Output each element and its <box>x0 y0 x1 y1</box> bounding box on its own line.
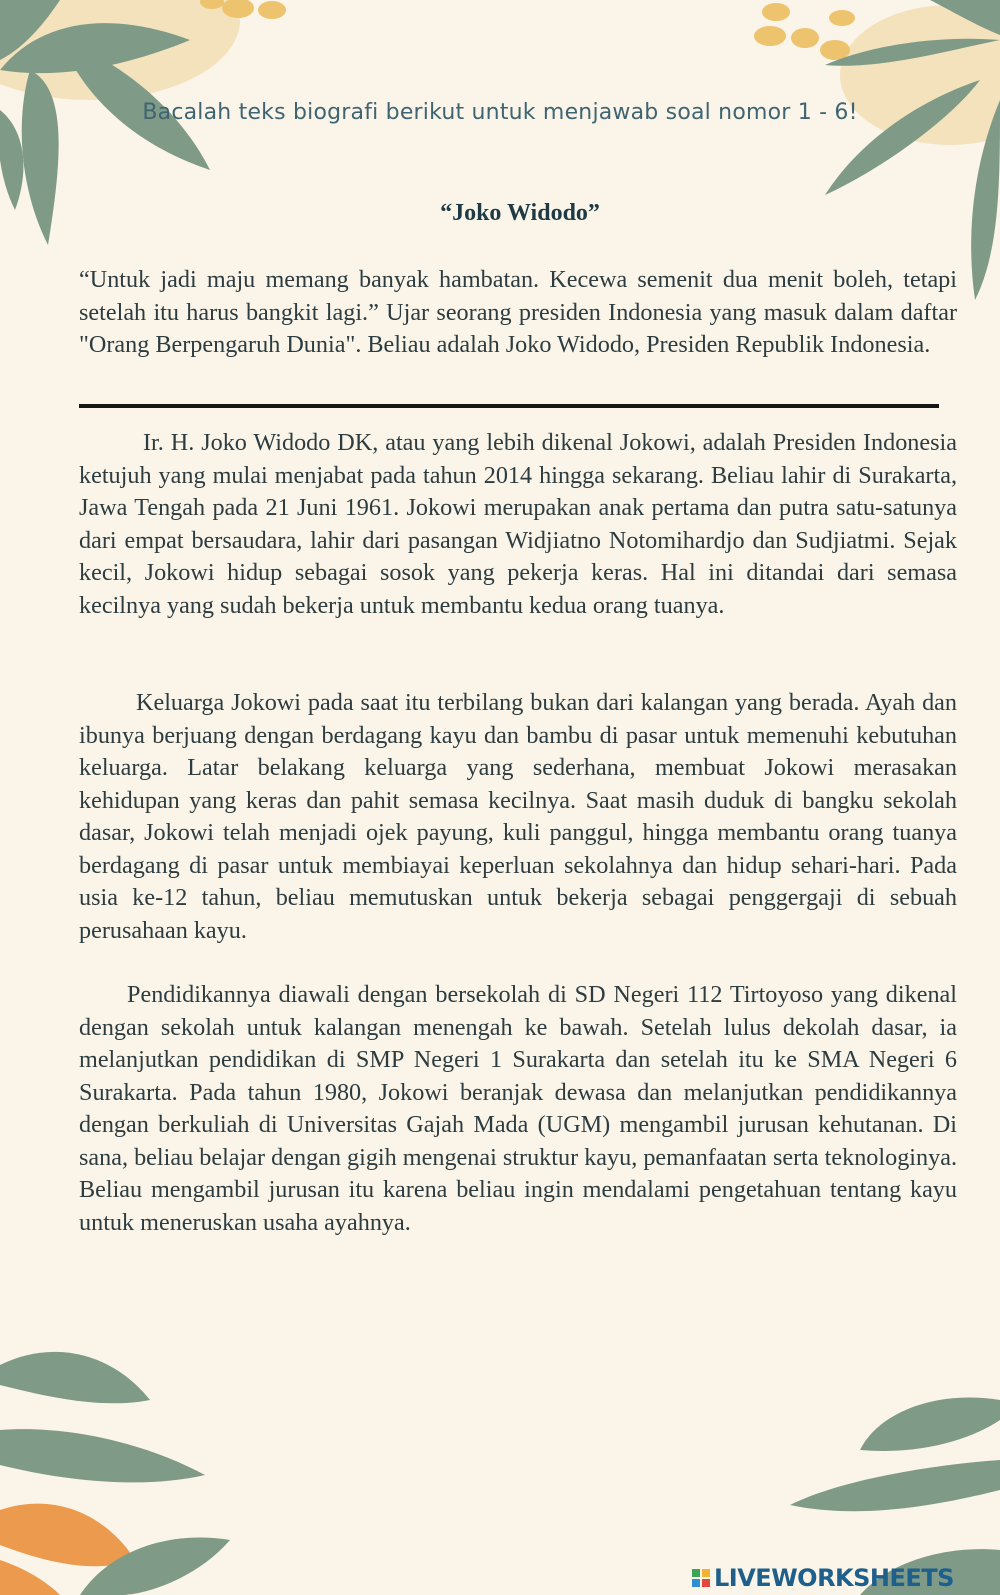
divider-line <box>79 404 939 408</box>
quote-paragraph: “Untuk jadi maju memang banyak hambatan. Kecewa semenit dua menit boleh, tetapi setelah itu harus bangkit lagi.” Ujar seorang presiden Indonesia yang masuk dalam daftar "Orang Berpengaruh Dunia". Beliau adalah Joko Widodo, Presiden Republik Indonesia. <box>79 266 957 358</box>
liveworksheets-logo <box>692 1563 954 1593</box>
yellow-dots-top-right <box>754 3 855 60</box>
liveworksheets-wordmark: LIVEWORKSHEETS <box>714 1564 954 1592</box>
paragraph-1: Ir. H. Joko Widodo DK, atau yang lebih dikenal Jokowi, adalah Presiden Indonesia ketujuh yang mulai menjabat pada tahun 2014 hingga sekarang. Beliau lahir di Surakarta, Jawa Tengah pada 21 Juni 1961. Jokowi merupakan anak pertama dan putra satu-satunya dari empat bersaudara, lahir dari pasangan Widjiatno Notomihardjo dan Sudjiatmi. Sejak kecil, Jokowi hidup sebagai sosok yang pekerja keras. Hal ini ditandai dari semasa kecilnya yang sudah bekerja untuk membantu kedua orang tuanya. <box>79 429 957 619</box>
liveworksheets-mark-icon <box>692 1569 710 1587</box>
paragraph-3: Pendidikannya diawali dengan bersekolah di SD Negeri 112 Tirtoyoso yang dikenal dengan sekolah untuk kalangan menengah ke bawah. Setelah lulus dekolah dasar, ia melanjutkan pendidikan di SMP Negeri 1 Surakarta dan setelah itu ke SMA Negeri 6 Surakarta. Pada tahun 1980, Jokowi beranjak dewasa dan melanjutkan pendidikannya dengan berkuliah di Universitas Gajah Mada (UGM) mengambil jurusan kehutanan. Di sana, beliau belajar dengan gigih mengenai struktur kayu, pemanfaatan serta teknologinya. Beliau mengambil jurusan itu karena beliau ingin mendalami pengetahuan tentang kayu untuk meneruskan usaha ayahnya. <box>79 981 957 1236</box>
instruction-text: Bacalah teks biografi berikut untuk menjawab soal nomor 1 - 6! <box>142 100 858 125</box>
biography-title: “Joko Widodo” <box>440 200 600 226</box>
paragraph-2: Keluarga Jokowi pada saat itu terbilang bukan dari kalangan yang berada. Ayah dan ibunya berjuang dengan berdagang kayu dan bambu di pasar untuk memenuhi kebutuhan keluarga. Latar belakang keluarga yang sederhana, membuat Jokowi merasakan kehidupan yang keras dan pahit semasa kecilnya. Saat masih duduk di bangku sekolah dasar, Jokowi telah menjadi ojek payung, kuli panggul, hingga membantu orang tuanya berdagang di pasar untuk membiayai keperluan sekolahnya dan hidup sehari-hari. Pada usia ke-12 tahun, beliau memutuskan untuk bekerja sebagai penggergaji di sebuah perusahaan kayu. <box>79 689 957 944</box>
leaves-bottom-left <box>0 1352 230 1595</box>
